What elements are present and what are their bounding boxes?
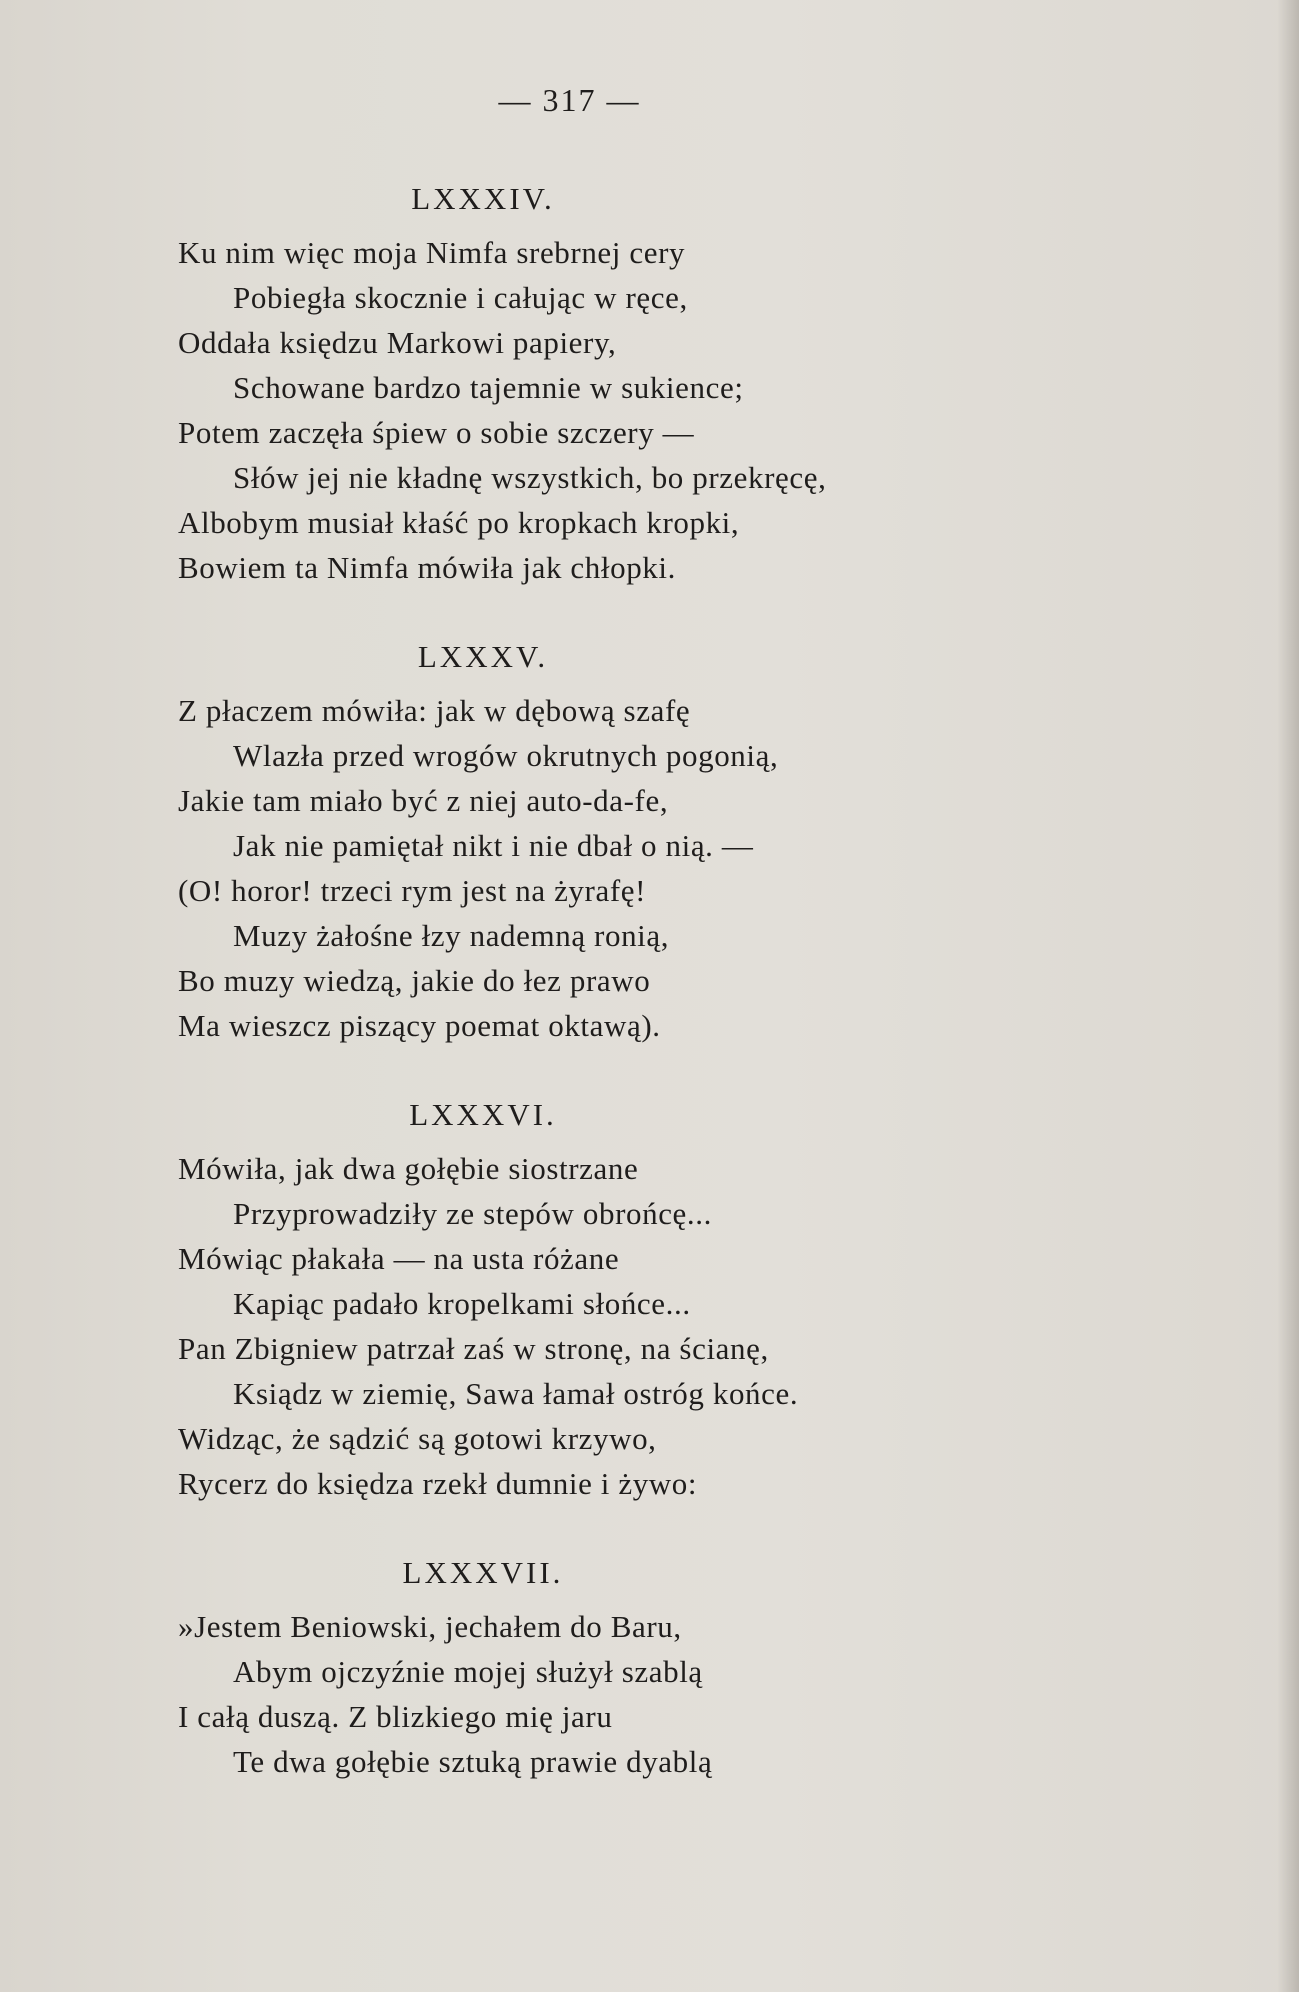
verse-line: Wlazła przed wrogów okrutnych pogonią, (233, 738, 779, 773)
verse-line: Bo muzy wiedzą, jakie do łez prawo (178, 963, 651, 998)
stanza-lxxxvi (178, 1092, 1038, 1506)
verse-line: Te dwa gołębie sztuką prawie dyablą (233, 1744, 713, 1779)
verse-line: Schowane bardzo tajemnie w sukience; (233, 370, 744, 405)
page-number: — 317 — (498, 82, 641, 118)
verse-line: Słów jej nie kładnę wszystkich, bo przekręcę, (233, 460, 827, 495)
verse-line: »Jestem Beniowski, jechałem do Baru, (178, 1609, 682, 1644)
verse-line: Ma wieszcz piszący poemat oktawą). (178, 1008, 661, 1043)
verse-line: Kapiąc padało kropelkami słońce... (233, 1286, 691, 1321)
stanza-heading: LXXXVII. (402, 1555, 564, 1590)
stanza-heading: LXXXIV. (411, 181, 555, 216)
stanza-lxxxiv (178, 176, 1038, 590)
poem-body (178, 176, 1038, 1828)
verse-line: (O! horor! trzeci rym jest na żyrafę! (178, 873, 647, 908)
verse-line: Albobym musiał kłaść po kropkach kropki, (178, 505, 740, 540)
page-edge-shadow (1277, 0, 1299, 1992)
verse-line: Jak nie pamiętał nikt i nie dbał o nią. — (233, 828, 754, 863)
verse-line: Pobiegła skocznie i całując w ręce, (233, 280, 688, 315)
verse-line: Bowiem ta Nimfa mówiła jak chłopki. (178, 550, 676, 585)
verse-line: Oddała księdzu Markowi papiery, (178, 325, 617, 360)
stanza-heading: LXXXVI. (409, 1097, 557, 1132)
verse-line: Widząc, że sądzić są gotowi krzywo, (178, 1421, 657, 1456)
verse-line: Potem zaczęła śpiew o sobie szczery — (178, 415, 695, 450)
verse-line: I całą duszą. Z blizkiego mię jaru (178, 1699, 613, 1734)
stanza-lxxxv (178, 634, 1038, 1048)
stanza-heading: LXXXV. (417, 639, 549, 674)
stanza-lxxxvii (178, 1550, 1038, 1784)
verse-line: Ksiądz w ziemię, Sawa łamał ostróg końce. (233, 1376, 799, 1411)
verse-line: Jakie tam miało być z niej auto-da-fe, (178, 783, 669, 818)
verse-line: Mówiąc płakała — na usta różane (178, 1241, 620, 1276)
verse-line: Muzy żałośne łzy nademną ronią, (233, 918, 670, 953)
verse-line: Mówiła, jak dwa gołębie siostrzane (178, 1151, 639, 1186)
verse-line: Pan Zbigniew patrzał zaś w stronę, na ścianę, (178, 1331, 769, 1366)
verse-line: Ku nim więc moja Nimfa srebrnej cery (178, 235, 686, 270)
verse-line: Rycerz do księdza rzekł dumnie i żywo: (178, 1466, 698, 1501)
verse-line: Z płaczem mówiła: jak w dębową szafę (178, 693, 691, 728)
verse-line: Abym ojczyźnie mojej służył szablą (233, 1654, 703, 1689)
verse-line: Przyprowadziły ze stepów obrońcę... (233, 1196, 712, 1231)
